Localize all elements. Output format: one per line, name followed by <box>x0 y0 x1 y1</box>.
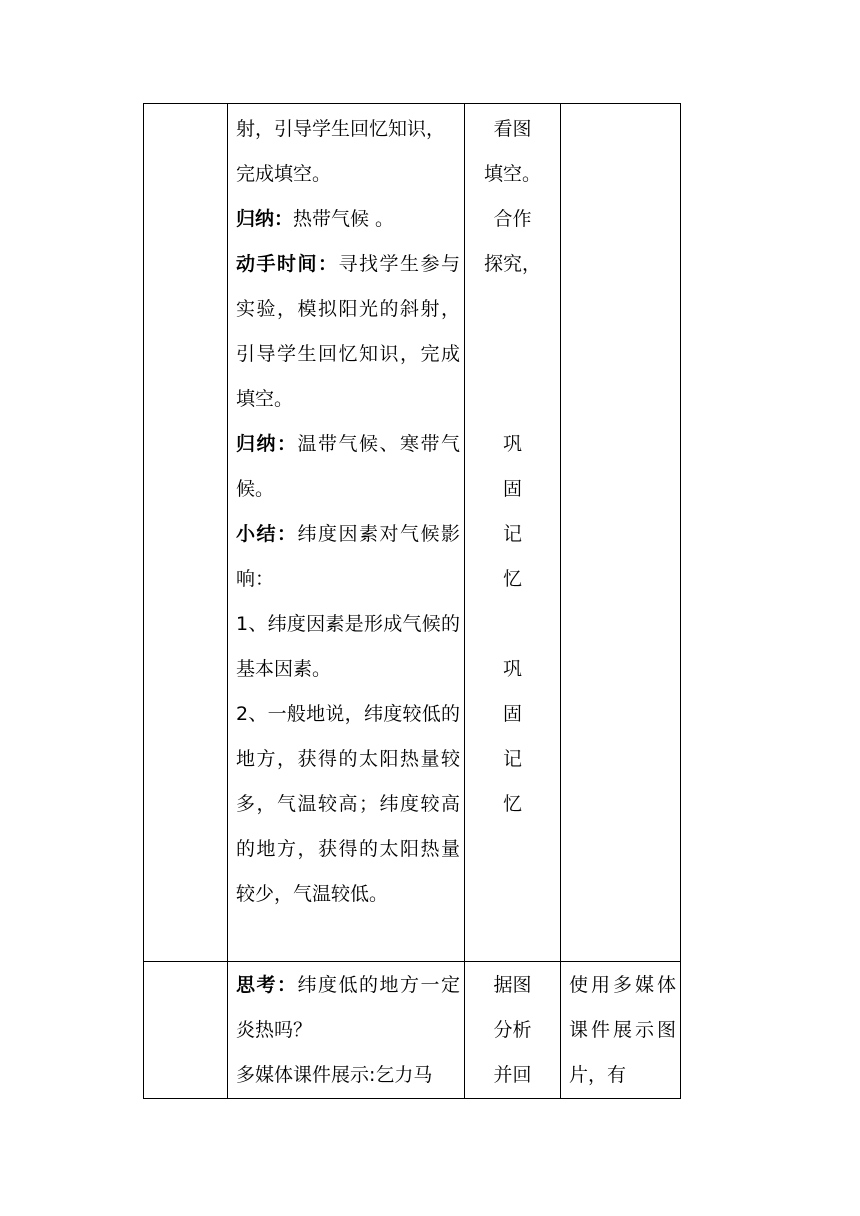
bold-label: 动手时间： <box>236 253 339 275</box>
text-line: 射，引导学生回忆知识， <box>236 118 446 140</box>
question-paragraph <box>236 963 460 1053</box>
activity-paragraph <box>236 242 460 422</box>
text-line: 记 <box>502 523 522 545</box>
table-row <box>144 962 681 1099</box>
point-paragraph: 1、纬度因素是形成气候的基本因素。 <box>236 613 460 680</box>
bold-label: 归纳： <box>236 208 294 230</box>
paragraph-text: 温带气候、寒带气候。 <box>236 433 460 500</box>
text-line: 完成填空。 <box>236 163 332 185</box>
text-line: 固 <box>502 703 522 725</box>
design-intent-cell <box>561 104 681 962</box>
paragraph-text: 纬度因素对气候影响： <box>236 523 460 590</box>
text-line: 固 <box>502 478 522 500</box>
student-activity-cell <box>465 104 561 962</box>
bold-label: 小结： <box>236 523 298 545</box>
text-line: 巩 <box>502 433 522 455</box>
summary-paragraph <box>236 197 460 242</box>
teacher-activity-cell <box>228 962 465 1099</box>
design-intent-cell <box>561 962 681 1099</box>
paragraph-text: 寻找学生参与实验，模拟阳光的斜射，引导学生回忆知识，完成填空。 <box>236 253 460 410</box>
paragraph-text: 纬度低的地方一定炎热吗？ <box>236 974 460 1041</box>
text-line: 忆 <box>502 568 522 590</box>
point-paragraph: 2、一般地说，纬度较低的地方，获得的太阳热量较多，气温较高；纬度较高的地方，获得的太阳热量较少，气温较低。 <box>236 703 460 905</box>
text-line: 记 <box>502 748 522 770</box>
bold-label: 归纳： <box>236 433 298 455</box>
text-line: 巩 <box>502 658 522 680</box>
teacher-activity-cell <box>228 104 465 962</box>
text-line: 忆 <box>502 793 522 815</box>
text-line: 填空。 <box>483 163 541 185</box>
table-row <box>144 104 681 962</box>
text-line: 多媒体课件展示:乞力马 <box>236 1064 433 1086</box>
bold-label: 思考： <box>236 974 298 996</box>
conclusion-paragraph <box>236 512 460 602</box>
text-line: 据图 <box>493 974 532 996</box>
lesson-plan-table <box>143 103 681 1099</box>
text-line: 并回 <box>493 1064 532 1086</box>
table-cell-empty <box>144 104 228 962</box>
summary-paragraph <box>236 422 460 512</box>
table-cell-empty <box>144 962 228 1099</box>
text-line: 看图 <box>493 118 532 140</box>
student-activity-cell <box>465 962 561 1099</box>
text-line: 探究， <box>483 253 541 275</box>
paragraph-text: 使用多媒体课件展示图片，有 <box>569 974 676 1086</box>
paragraph-text: 热带气候 。 <box>293 208 395 230</box>
text-line: 合作 <box>493 208 532 230</box>
text-line: 分析 <box>493 1019 532 1041</box>
